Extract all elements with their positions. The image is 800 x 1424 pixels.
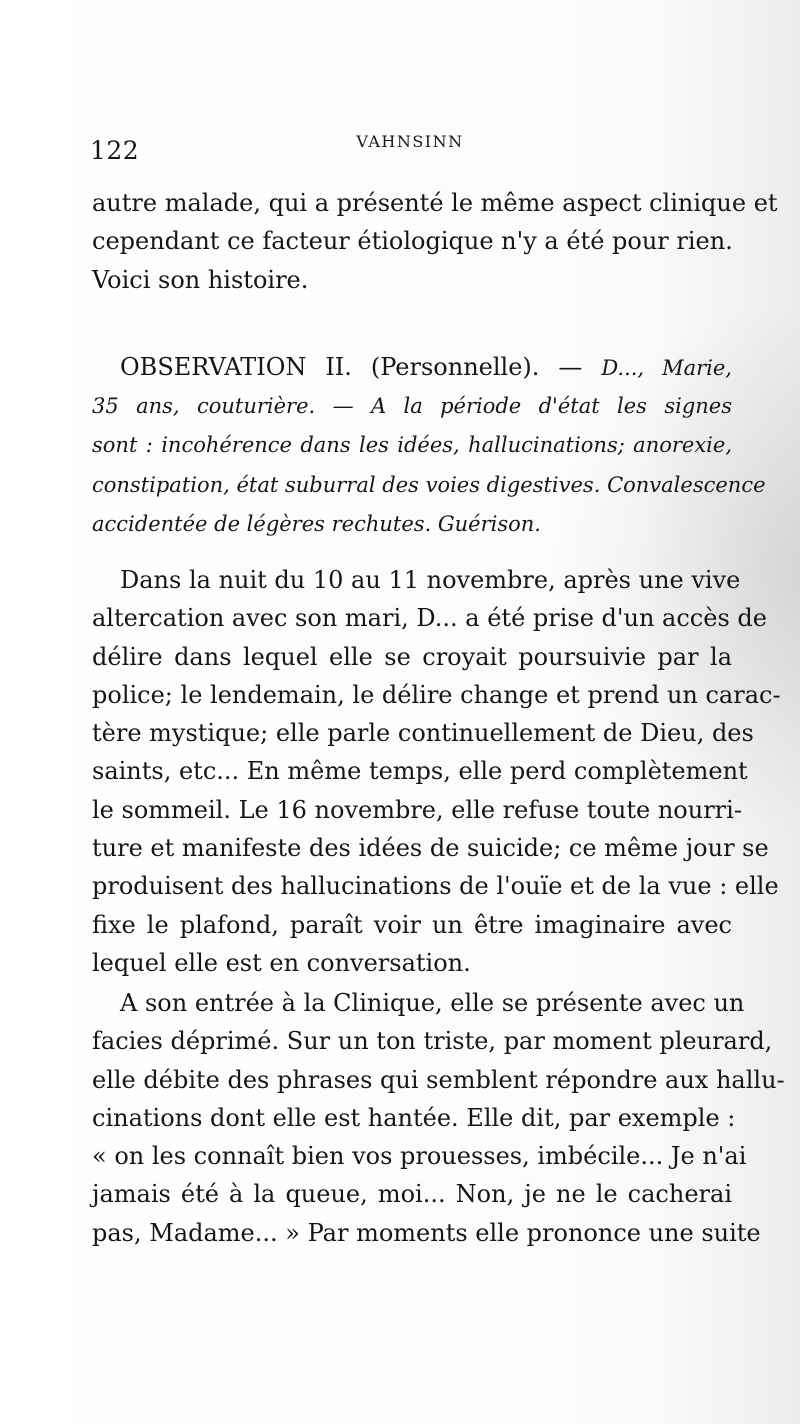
observation-patient: D..., Marie,	[601, 356, 732, 380]
text-line: A son entrée à la Clinique, elle se présente avec un	[120, 989, 745, 1017]
observation-heading: OBSERVATION II. (Personnelle).	[120, 353, 540, 381]
text-line: tère mystique; elle parle continuellement de Dieu, des	[92, 719, 754, 748]
text-line: ture et manifeste des idées de suicide; ce même jour se	[92, 834, 769, 863]
text-line: cinations dont elle est hantée. Elle dit, par exemple :	[92, 1103, 736, 1132]
text-line: autre malade, qui a présenté le même aspect clinique et	[92, 189, 778, 217]
text-line: Dans la nuit du 10 au 11 novembre, après une vive	[120, 566, 741, 594]
page-header	[90, 128, 730, 168]
text-line: elle débite des phrases qui semblent répondre aux hallu-	[92, 1065, 785, 1094]
text-line: police; le lendemain, le délire change et prend un carac-	[92, 680, 781, 709]
observation-line: constipation, état suburral des voies digestives. Convalescence	[92, 472, 766, 497]
text-line: cependant ce facteur étiologique n'y a été pour rien.	[92, 227, 733, 256]
text-line: le sommeil. Le 16 novembre, elle refuse toute nourri-	[92, 795, 742, 824]
paragraph-history	[92, 561, 781, 982]
text-line: pas, Madame... » Par moments elle prononce une suite	[92, 1218, 761, 1247]
text-line: fixe le plafond, paraît voir un être imaginaire avec	[92, 910, 732, 939]
text-line: produisent des hallucinations de l'ouïe et de la vue : elle	[92, 872, 779, 901]
text-line: « on les connaît bien vos prouesses, imbécile... Je n'ai	[92, 1142, 747, 1171]
observation-summary	[92, 348, 766, 544]
text-line: jamais été à la queue, moi... Non, je ne le cacherai	[92, 1180, 732, 1209]
observation-dash: —	[539, 353, 602, 381]
text-line: altercation avec son mari, D... a été prise d'un accès de	[92, 604, 767, 633]
text-line: délire dans lequel elle se croyait poursuivie par la	[92, 642, 732, 671]
observation-line: sont : incohérence dans les idées, hallucinations; anorexie,	[92, 433, 732, 458]
running-title: VAHNSINN	[356, 132, 464, 151]
page-number: 122	[90, 136, 140, 165]
text-line: facies déprimé. Sur un ton triste, par moment pleurard,	[92, 1027, 773, 1056]
text-line: Voici son histoire.	[92, 265, 309, 294]
text-line: saints, etc... En même temps, elle perd complètement	[92, 757, 748, 786]
observation-heading-line	[92, 348, 732, 387]
paragraph-continuation	[92, 184, 778, 299]
paragraph-clinic	[92, 984, 785, 1252]
observation-line: accidentée de légères rechutes. Guérison.	[92, 511, 541, 536]
observation-line: 35 ans, couturière. — A la période d'état les signes	[92, 394, 732, 419]
text-line: lequel elle est en conversation.	[92, 948, 471, 977]
